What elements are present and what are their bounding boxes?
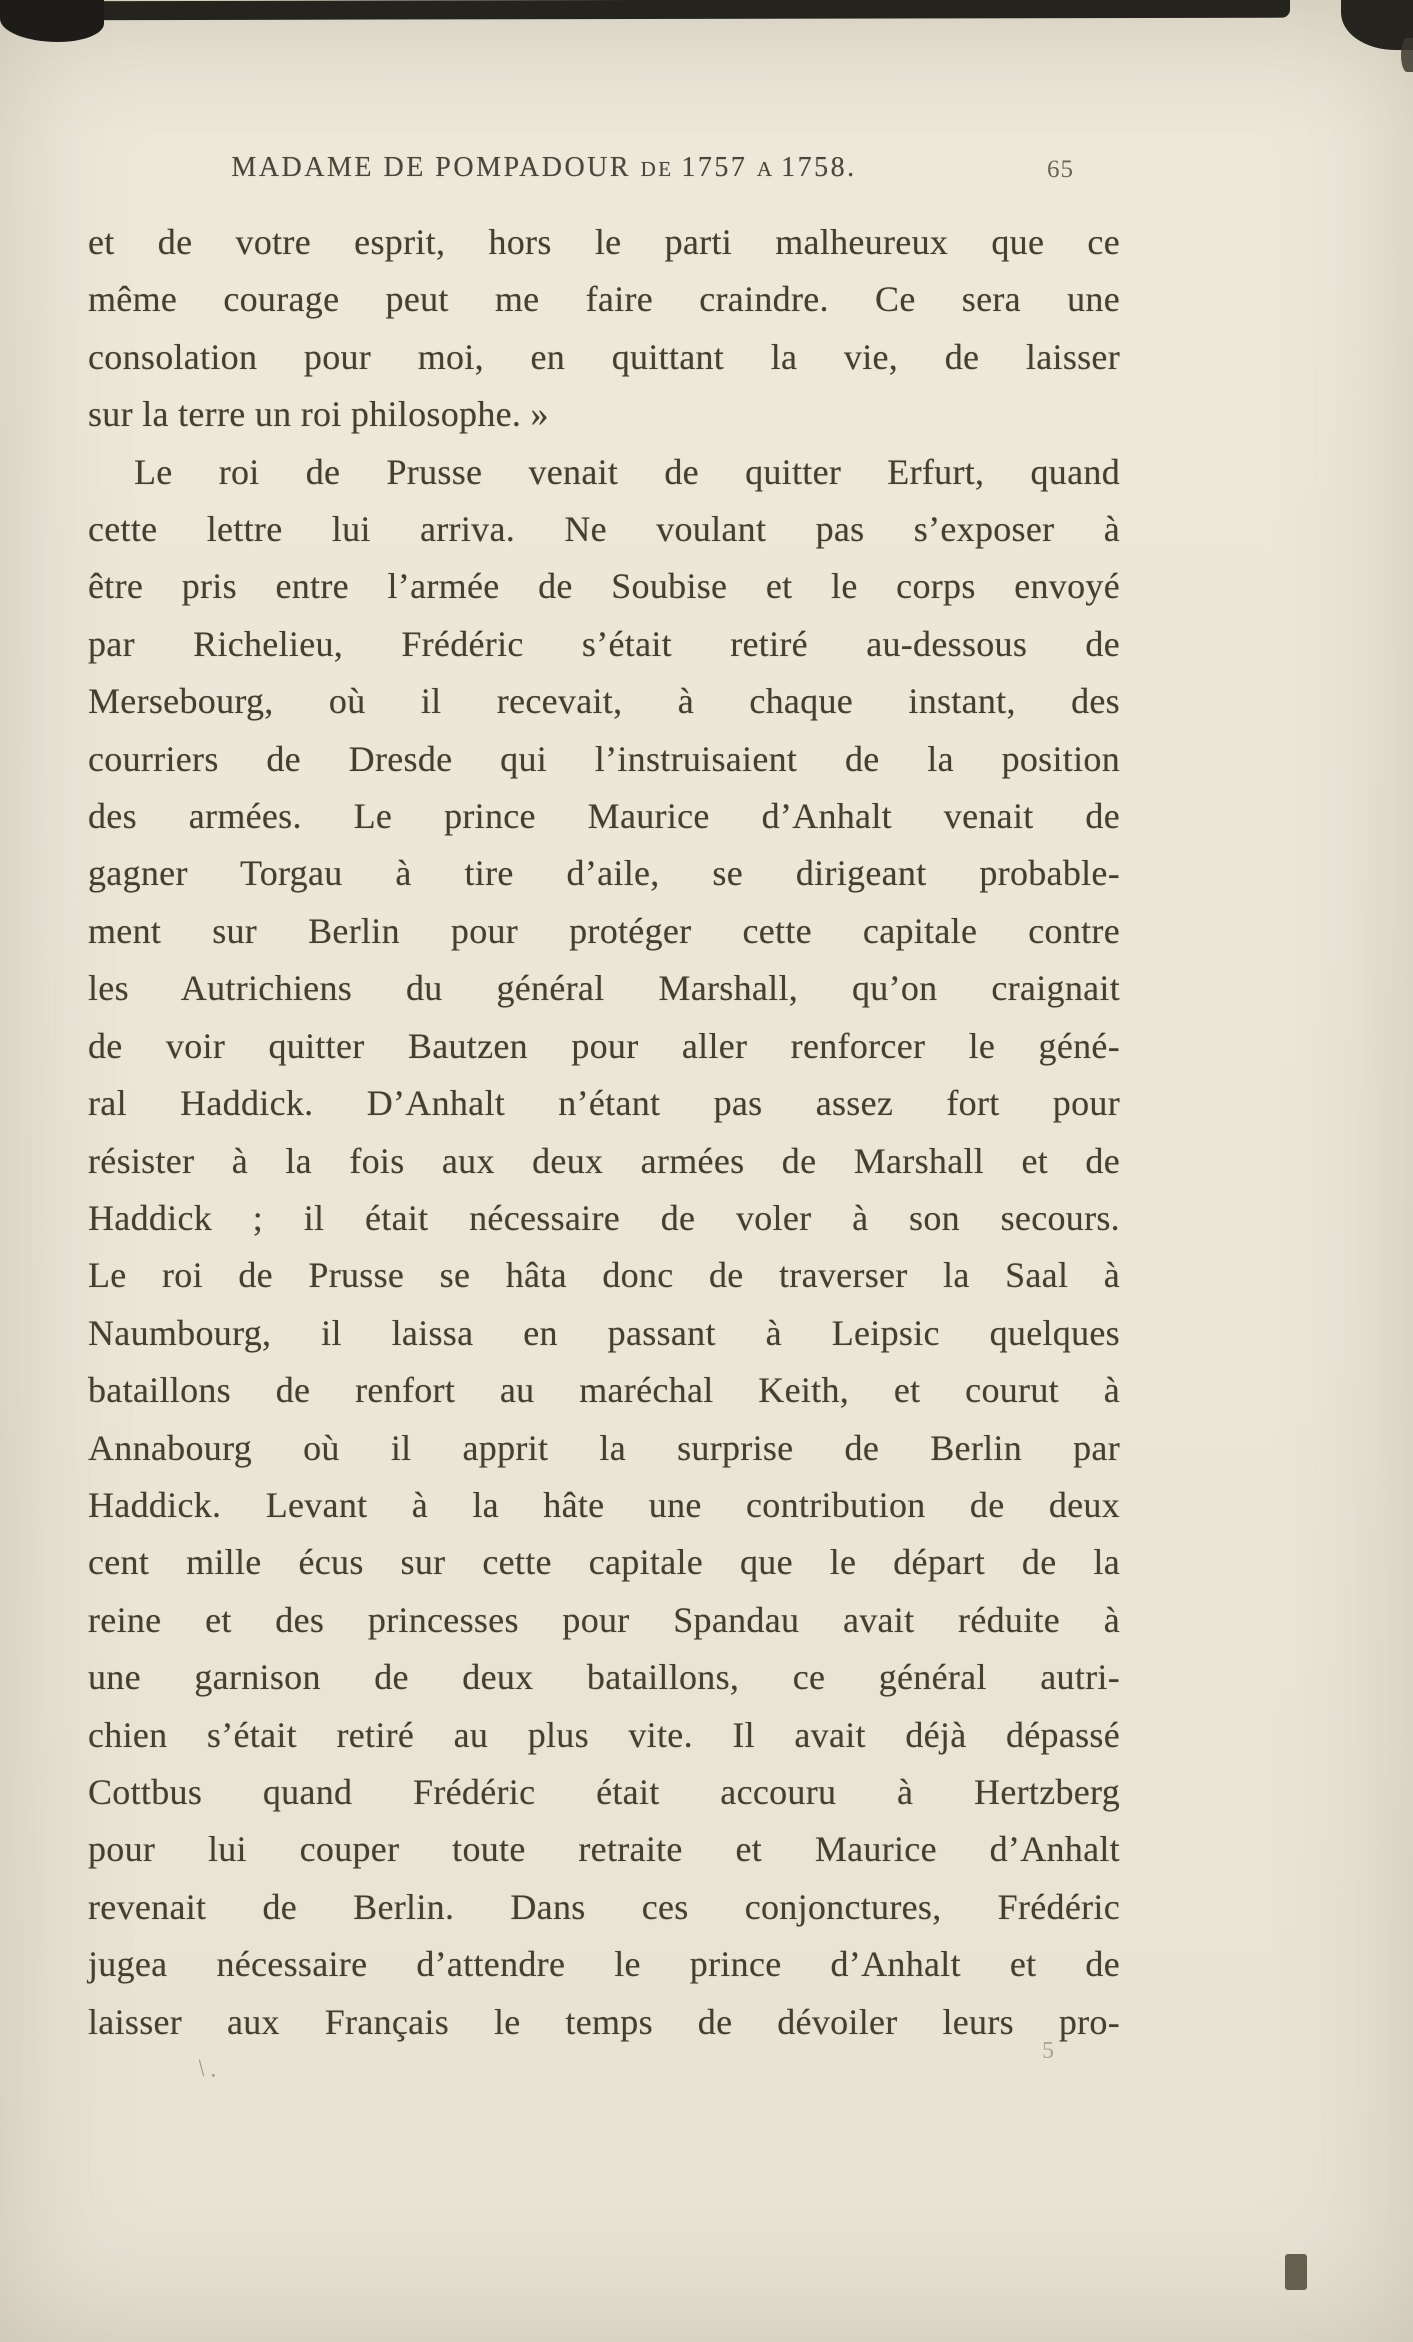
page-header <box>88 152 1120 192</box>
header-title-part: MADAME DE POMPADOUR <box>231 152 641 183</box>
text-line: cent mille écus sur cette capitale que le départ de la <box>88 1542 1120 1583</box>
text-line: de voir quitter Bautzen pour aller renforcer le géné- <box>88 1025 1120 1066</box>
text-line: bataillons de renfort au maréchal Keith, et courut à <box>88 1370 1120 1411</box>
header-title-part: A <box>756 157 782 181</box>
footer-signature-mark: 5 <box>1042 2038 1054 2064</box>
text-line: ral Haddick. D’Anhalt n’étant pas assez fort pour <box>88 1083 1120 1124</box>
text-line: résister à la fois aux deux armées de Marshall et de <box>88 1140 1120 1181</box>
text-line: des armées. Le prince Maurice d’Anhalt venait de <box>88 796 1120 837</box>
text-line: Haddick. Levant à la hâte une contribution de deux <box>88 1484 1120 1525</box>
text-line: pour lui couper toute retraite et Maurice d’Anhalt <box>88 1829 1120 1870</box>
text-line: laisser aux Français le temps de dévoiler leurs pro- <box>88 2001 1120 2042</box>
text-line: chien s’était retiré au plus vite. Il avait déjà dépassé <box>88 1714 1120 1755</box>
text-line: même courage peut me faire craindre. Ce sera une <box>88 279 1120 320</box>
page-number: 65 <box>1047 156 1074 183</box>
footer-left-mark: \ . <box>197 2055 218 2083</box>
header-title-part: 1758. <box>781 152 857 183</box>
scan-artifact-bottom-right-mark <box>1285 2254 1307 2290</box>
text-line: revenait de Berlin. Dans ces conjonctures, Frédéric <box>88 1886 1120 1927</box>
text-line: cette lettre lui arriva. Ne voulant pas s’exposer à <box>88 509 1120 550</box>
page-header-title <box>88 152 1000 184</box>
text-line: ment sur Berlin pour protéger cette capitale contre <box>88 910 1120 951</box>
text-line: et de votre esprit, hors le parti malheureux que ce <box>88 222 1120 262</box>
text-line: gagner Torgau à tire d’aile, se dirigeant probable- <box>88 853 1120 894</box>
text-line: les Autrichiens du général Marshall, qu’on craignait <box>88 968 1120 1009</box>
text-line: Cottbus quand Frédéric était accouru à Hertzberg <box>88 1771 1120 1812</box>
text-line: Naumbourg, il laissa en passant à Leipsic quelques <box>88 1312 1120 1353</box>
header-title-part: DE <box>640 157 682 181</box>
text-line: Mersebourg, où il recevait, à chaque instant, des <box>88 681 1120 722</box>
text-line: Annabourg où il apprit la surprise de Berlin par <box>88 1427 1120 1468</box>
text-line: reine et des princesses pour Spandau avait réduite à <box>88 1599 1120 1640</box>
text-line: par Richelieu, Frédéric s’était retiré au-dessous de <box>88 623 1120 664</box>
text-line: Le roi de Prusse venait de quitter Erfurt, quand <box>134 451 1120 492</box>
scan-artifact-top-strip <box>0 0 1290 20</box>
page-body <box>88 214 1120 2051</box>
text-line: être pris entre l’armée de Soubise et le corps envoyé <box>88 566 1120 607</box>
header-title-part: 1757 <box>681 152 757 183</box>
text-line: Haddick ; il était nécessaire de voler à son secours. <box>88 1197 1120 1238</box>
scan-artifact-right-edge <box>1401 38 1413 72</box>
text-line: sur la terre un roi philosophe. » <box>88 394 549 435</box>
text-line: Le roi de Prusse se hâta donc de traverser la Saal à <box>88 1255 1120 1296</box>
text-line: consolation pour moi, en quittant la vie, de laisser <box>88 336 1120 377</box>
text-line: une garnison de deux bataillons, ce général autri- <box>88 1657 1120 1698</box>
text-line: jugea nécessaire d’attendre le prince d’Anhalt et de <box>88 1944 1120 1985</box>
text-line: courriers de Dresde qui l’instruisaient de la position <box>88 738 1120 779</box>
